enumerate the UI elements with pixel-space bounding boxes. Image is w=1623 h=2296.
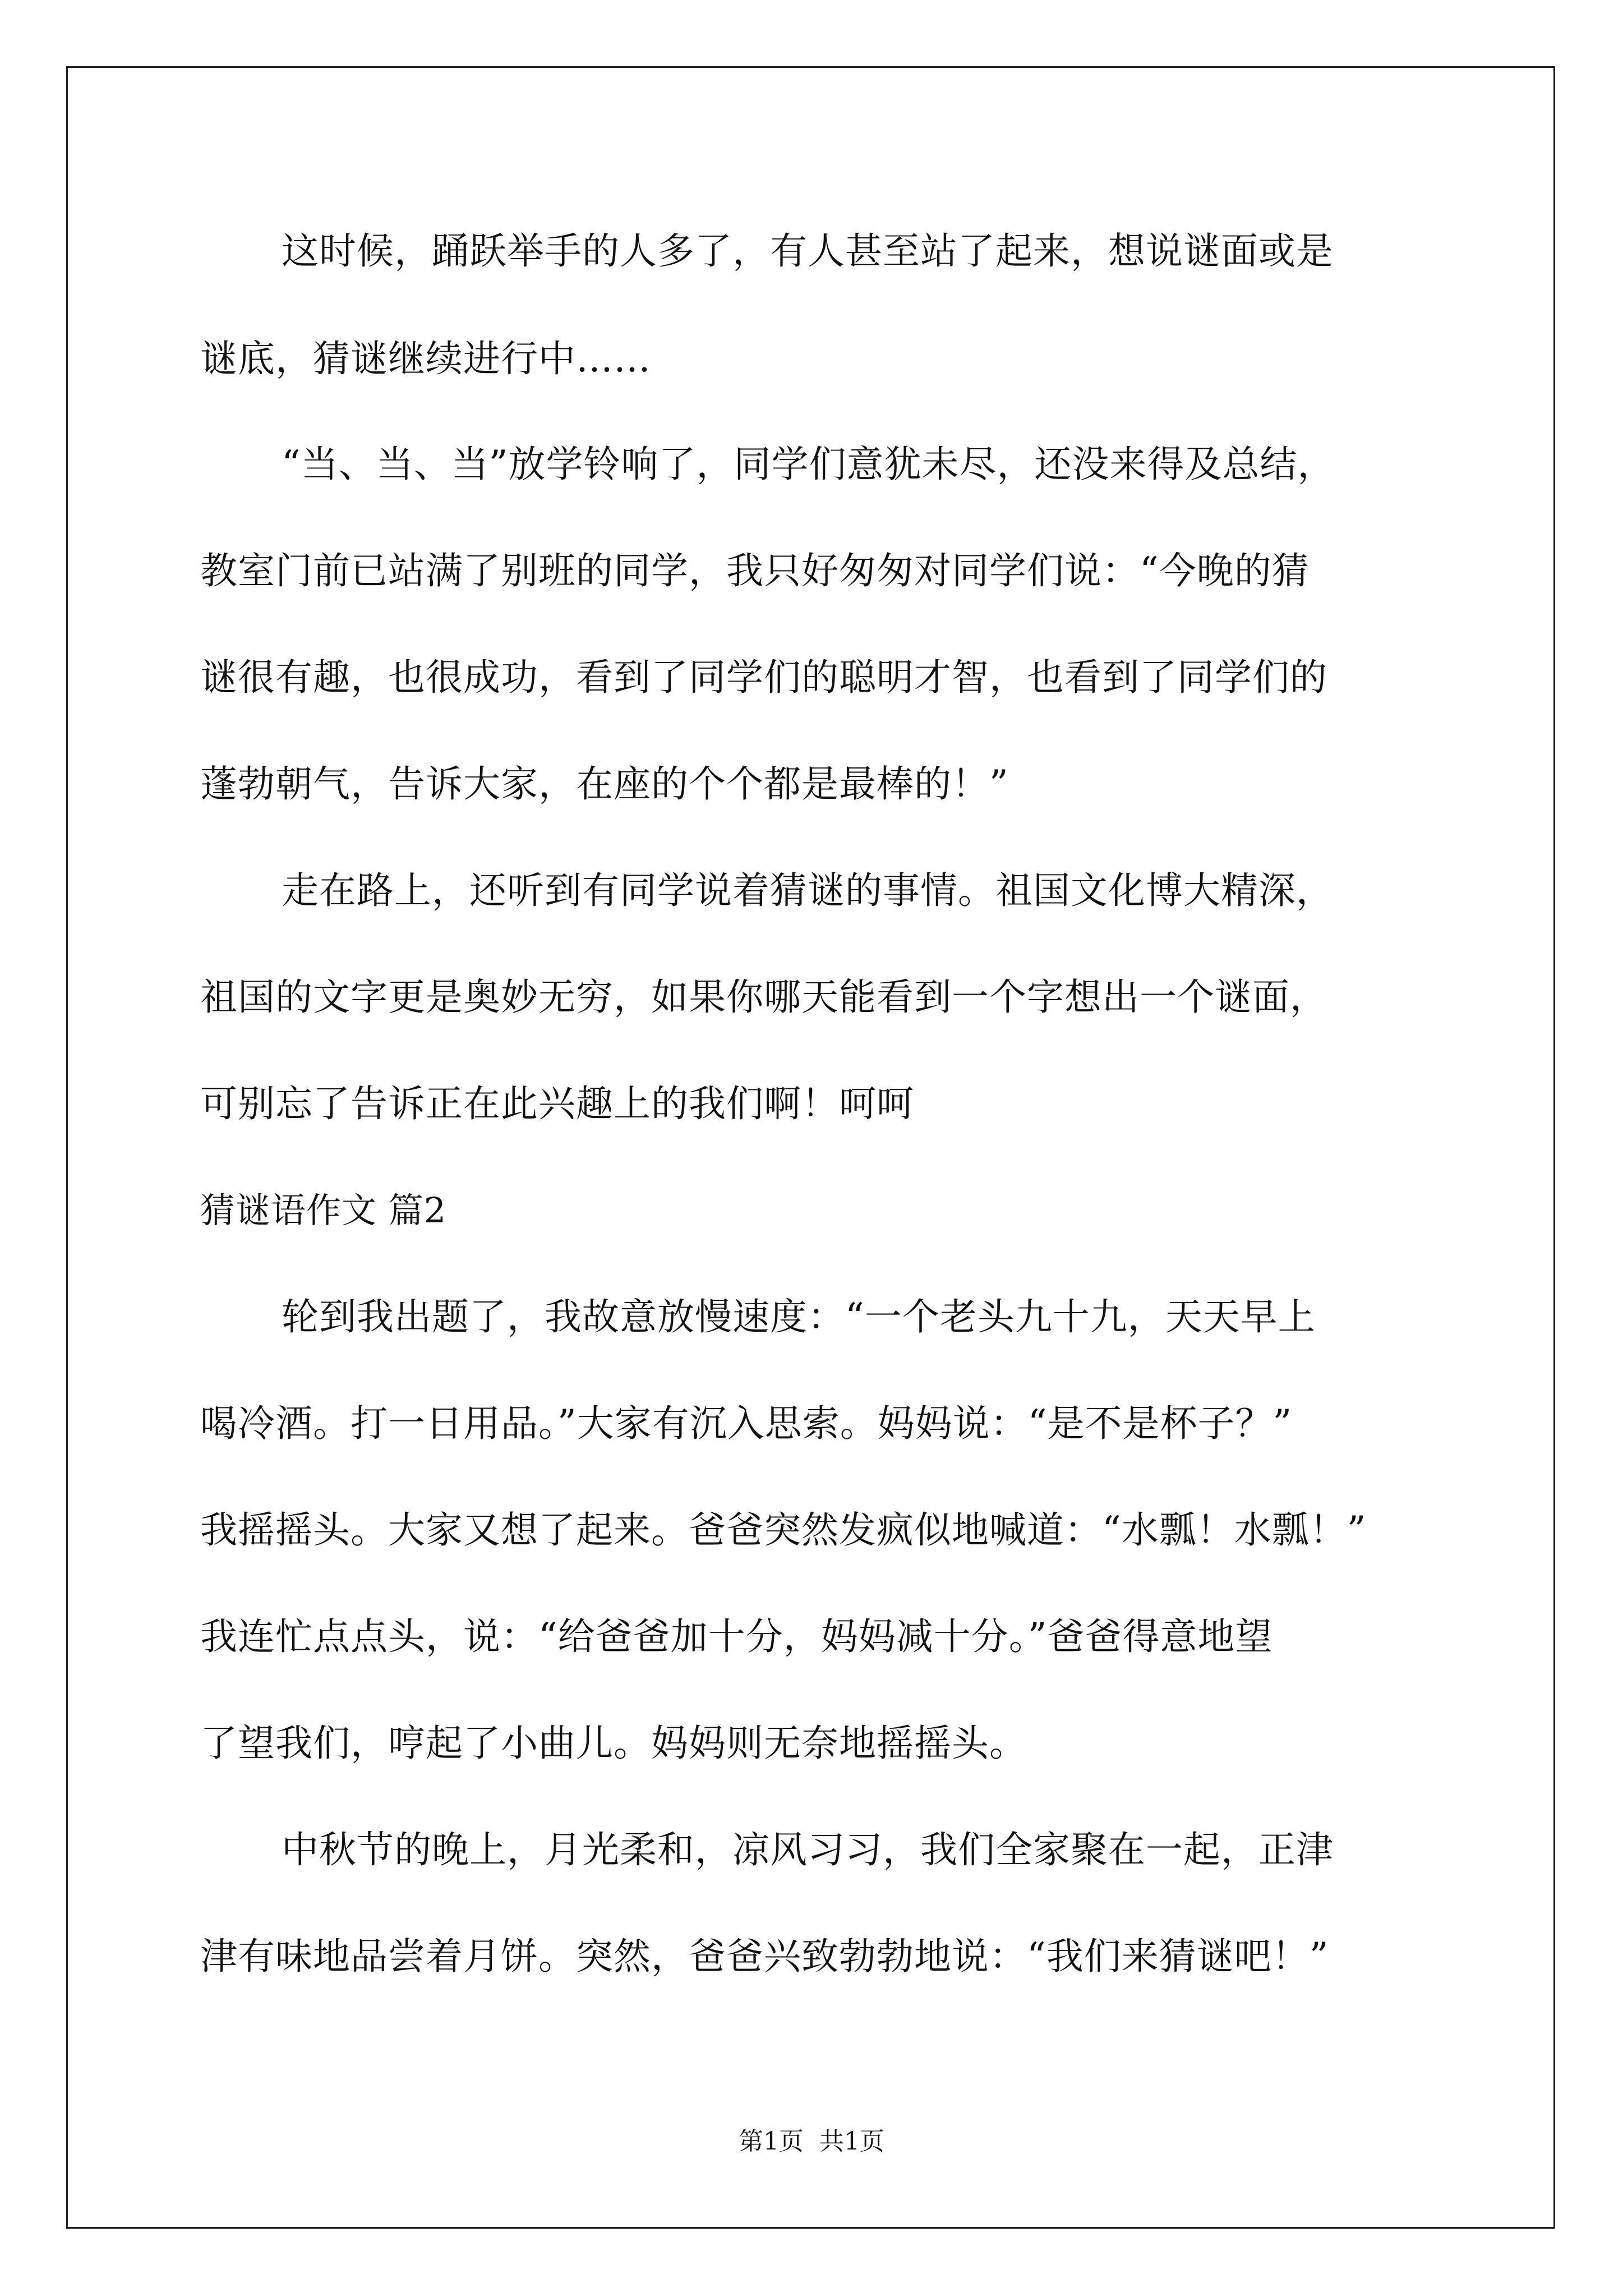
paragraph-5-line-1: 中秋节的晚上，月光柔和，凉风习习，我们全家聚在一起，正津: [282, 1828, 1334, 1871]
paragraph-2-line-2: 教室门前已站满了别班的同学，我只好匆匆对同学们说：“今晚的猜: [200, 549, 1310, 592]
page-border: [66, 66, 1555, 2229]
paragraph-4-line-4: 我连忙点点头，说：“给爸爸加十分，妈妈减十分。”爸爸得意地望: [200, 1615, 1273, 1658]
paragraph-3-line-3: 可别忘了告诉正在此兴趣上的我们啊！呵呵: [200, 1082, 914, 1125]
paragraph-3-line-1: 走在路上，还听到有同学说着猜谜的事情。祖国文化博大精深，: [282, 869, 1334, 912]
paragraph-4-line-1: 轮到我出题了，我故意放慢速度：“一个老头九十九，天天早上: [282, 1295, 1316, 1338]
paragraph-1-line-2: 谜底，猜谜继续进行中……: [200, 337, 651, 380]
paragraph-2-line-3: 谜很有趣，也很成功，看到了同学们的聪明才智，也看到了同学们的: [200, 656, 1327, 699]
paragraph-4-line-2: 喝冷酒。打一日用品。”大家有沉入思索。妈妈说：“是不是杯子？”: [200, 1402, 1293, 1445]
paragraph-5-line-2: 津有味地品尝着月饼。突然，爸爸兴致勃勃地说：“我们来猜谜吧！”: [200, 1935, 1329, 1978]
paragraph-4-line-5: 了望我们，哼起了小曲儿。妈妈则无奈地摇摇头。: [200, 1722, 1027, 1765]
paragraph-2-line-1: “当、当、当”放学铃响了，同学们意犹未尽，还没来得及总结，: [282, 443, 1335, 486]
paragraph-3-line-2: 祖国的文字更是奥妙无穷，如果你哪天能看到一个字想出一个谜面，: [200, 976, 1327, 1019]
paragraph-1-line-1: 这时候，踊跃举手的人多了，有人甚至站了起来，想说谜面或是: [282, 229, 1334, 273]
section-heading: 猜谜语作文 篇2: [200, 1190, 447, 1231]
paragraph-2-line-4: 蓬勃朝气，告诉大家，在座的个个都是最棒的！”: [200, 762, 1009, 806]
page-footer: 第1页 共1页: [739, 2127, 884, 2156]
paragraph-4-line-3: 我摇摇头。大家又想了起来。爸爸突然发疯似地喊道：“水瓢！水瓢！”: [200, 1508, 1367, 1552]
